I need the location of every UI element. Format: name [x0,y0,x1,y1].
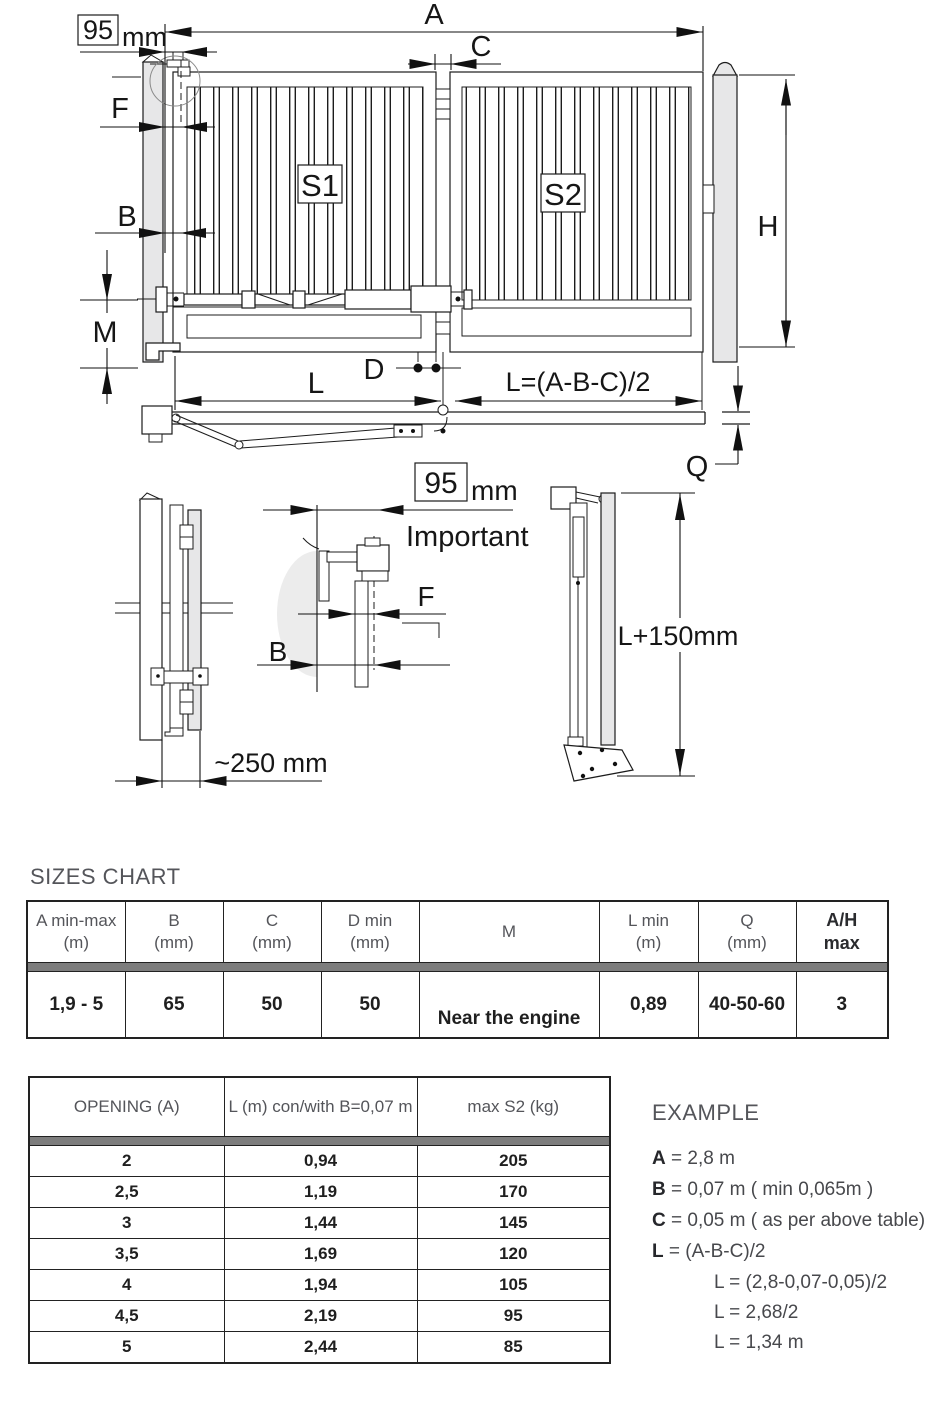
example-line-b: B = 0,07 m ( min 0,065m ) [652,1179,874,1200]
value-ah-max: 3 [796,972,888,1039]
s1-label: S1 [301,168,339,203]
opening-header-row [29,1077,610,1137]
value-q: 40-50-60 [698,972,796,1039]
post-latch [703,185,714,213]
col-d-min: D min (mm) [321,901,419,963]
value-a: 1,9 - 5 [27,972,125,1039]
example-line-l: L = (A-B-C)/2 [652,1241,766,1262]
value-d: 50 [321,972,419,1039]
dim-95-top [78,15,217,52]
table-row: 3 1,44 145 [29,1208,610,1239]
dim-l-plus-150 [617,493,738,776]
b-label: B [117,201,137,233]
leaf-label-s2 [541,174,585,212]
mid-b-label: B [268,636,288,667]
opening-table [28,1076,611,1364]
example-sub-line: L = 1,34 m [714,1332,804,1353]
dim-l [175,356,441,410]
sizes-header-row [27,901,888,963]
table-row: 2,5 1,19 170 [29,1177,610,1208]
dim-c [408,31,501,70]
gate-elevation-view [112,52,737,362]
l-formula-label: L=(A-B-C)/2 [505,367,651,397]
dim95-value: 95 [82,15,114,45]
dim-b-mid [257,636,450,667]
col-l-min: L min (m) [599,901,698,963]
important-label: Important [406,521,529,553]
dim-h [739,75,795,347]
col-a-min-max: A min-max (m) [27,901,125,963]
col-ah-max: A/H max [796,901,888,963]
sizes-values-row [27,972,888,1039]
center-hinge-top [436,89,450,119]
l-label: L [307,367,325,400]
value-b: 65 [125,972,223,1039]
arm-side-view [551,487,738,781]
hinge-offset-detail-view [257,463,529,692]
example-line-a: A = 2,8 m [652,1148,735,1169]
sizes-chart-title: SIZES CHART [30,864,181,889]
s2-label: S2 [544,177,582,212]
col-m: M [419,901,599,963]
col-b: B (mm) [125,901,223,963]
table-row: 4,5 2,19 95 [29,1301,610,1332]
c-label: C [470,31,492,63]
value-l-min: 0,89 [599,972,698,1039]
a-label: A [424,0,444,31]
col-l-with-b: L (m) con/with B=0,07 m [224,1077,417,1137]
dim-m [80,250,138,404]
dim-95-mid [263,463,529,553]
example-line-c: C = 0,05 m ( as per above table) [652,1210,926,1231]
sizes-chart-table [26,900,889,1039]
col-c: C (mm) [223,901,321,963]
mid95-unit: mm [471,475,518,506]
mid-f-label: F [417,581,435,612]
header-separator-band [29,1137,610,1146]
header-separator-band [27,963,888,972]
q-label: Q [685,451,709,483]
dim95-unit: mm [122,22,167,52]
table-row: 5 2,44 85 [29,1332,610,1364]
motor-plan [142,406,172,434]
example-sub-line: L = (2,8-0,07-0,05)/2 [714,1272,888,1293]
table-row: 3,5 1,69 120 [29,1239,610,1270]
gate-leaf-s1 [173,72,436,352]
col-q: Q (mm) [698,901,796,963]
col-opening-a: OPENING (A) [29,1077,224,1137]
h-label: H [757,211,779,243]
table-row: 4 1,94 105 [29,1270,610,1301]
d-label: D [363,354,385,386]
dim-250-label: ~250 mm [214,748,328,778]
col-max-s2: max S2 (kg) [417,1077,610,1137]
m-label: M [92,316,118,349]
value-c: 50 [223,972,321,1039]
right-post [713,63,737,363]
dim-l-formula [455,367,702,401]
l-plus-150-label: L+150mm [617,621,739,651]
example-title: EXAMPLE [652,1100,760,1125]
example-sub-line: L = 2,68/2 [714,1302,799,1323]
value-m: Near the engine [419,972,599,1039]
example-section [652,1100,946,1362]
mid95-value: 95 [424,467,458,500]
dim-d [364,352,461,386]
table-row: 2 0,94 205 [29,1146,610,1177]
leaf-label-s1 [298,165,342,203]
f-label: F [111,93,129,125]
